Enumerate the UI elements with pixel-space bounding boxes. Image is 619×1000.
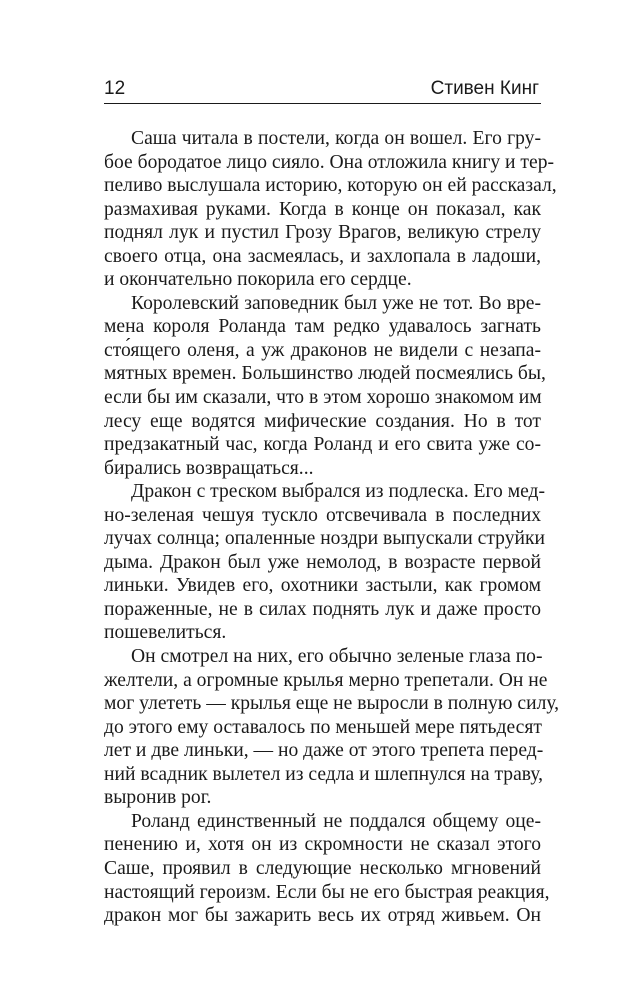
text-line: лучах солнца; опаленные ноздри выпускали струйки: [104, 528, 545, 550]
text-line: до этого ему оставалось по меньшей мере пятьдесят: [104, 716, 542, 738]
text-line: поднял лук и пустил Грозу Врагов, великую стрелу: [104, 222, 541, 244]
text-line: мог улететь — крылья еще не выросли в полную силу,: [104, 693, 560, 715]
text-line: и окончательно покорила его сердце.: [104, 269, 412, 291]
text-line: Он смотрел на них, его обычно зеленые глаза по-: [131, 646, 543, 668]
text-line: лесу еще водятся мифические создания. Но в тот: [104, 410, 541, 432]
text-line: пеливо выслушала историю, которую он ей рассказал,: [104, 175, 557, 197]
text-line: если бы им сказали, что в этом хорошо знакомом им: [104, 387, 542, 409]
text-line: пенению и, хотя он из скромности не сказал этого: [104, 834, 541, 856]
text-line: настоящий героизм. Если бы не его быстрая реакция,: [104, 881, 550, 903]
paragraph: [104, 810, 550, 928]
text-line: линьки. Увидев его, охотники застыли, как громом: [104, 575, 541, 597]
paragraph: [104, 292, 546, 480]
body-text: [104, 127, 560, 928]
text-line: Королевский заповедник был уже не тот. Во вре-: [131, 292, 541, 314]
page-number: 12: [104, 78, 126, 99]
text-line: бое бородатое лицо сияло. Она отложила книгу и тер-: [104, 151, 555, 173]
text-line: пораженные, не в силах поднять лук и даже просто: [104, 598, 541, 620]
running-title: Стивен Кинг: [430, 78, 539, 99]
text-line: Дракон с треском выбрался из подлеска. Его мед-: [131, 481, 546, 503]
text-line: бирались возвращаться...: [104, 457, 314, 479]
text-line: своего отца, она засмеялась, и захлопала в ладоши,: [104, 245, 541, 267]
text-line: лет и две линьки, — но даже от этого трепета перед-: [104, 740, 544, 762]
paragraph: [104, 127, 557, 292]
text-line: но-зеленая чешуя тускло отсвечивала в последних: [104, 504, 541, 526]
text-line: сто́ящего оленя, а уж драконов не видели с незапа-: [104, 339, 541, 361]
text-line: пошевелиться.: [104, 622, 227, 644]
text-line: мятных времен. Большинство людей посмеялись бы,: [104, 363, 546, 385]
running-header: [104, 75, 541, 104]
text-line: выронив рог.: [104, 787, 212, 809]
text-line: предзакатный час, когда Роланд и его свита уже со-: [104, 434, 541, 456]
text-line: Роланд единственный не поддался общему оце-: [131, 810, 541, 832]
text-line: дыма. Дракон был уже немолод, в возрасте первой: [104, 551, 541, 573]
text-line: дракон мог бы зажарить весь их отряд живьем. Он: [104, 905, 541, 927]
text-line: желтели, а огромные крылья мерно трепетали. Он не: [104, 669, 548, 691]
text-line: мена короля Роланда там редко удавалось загнать: [104, 316, 541, 338]
paragraph: [104, 480, 546, 645]
text-line: ний всадник вылетел из седла и шлепнулся на траву,: [104, 763, 544, 785]
paragraph: [104, 645, 560, 810]
text-line: размахивая руками. Когда в конце он показал, как: [104, 198, 541, 220]
text-line: Саша читала в постели, когда он вошел. Его гру-: [131, 128, 541, 149]
text-line: Саше, проявил в следующие несколько мгновений: [104, 857, 541, 879]
